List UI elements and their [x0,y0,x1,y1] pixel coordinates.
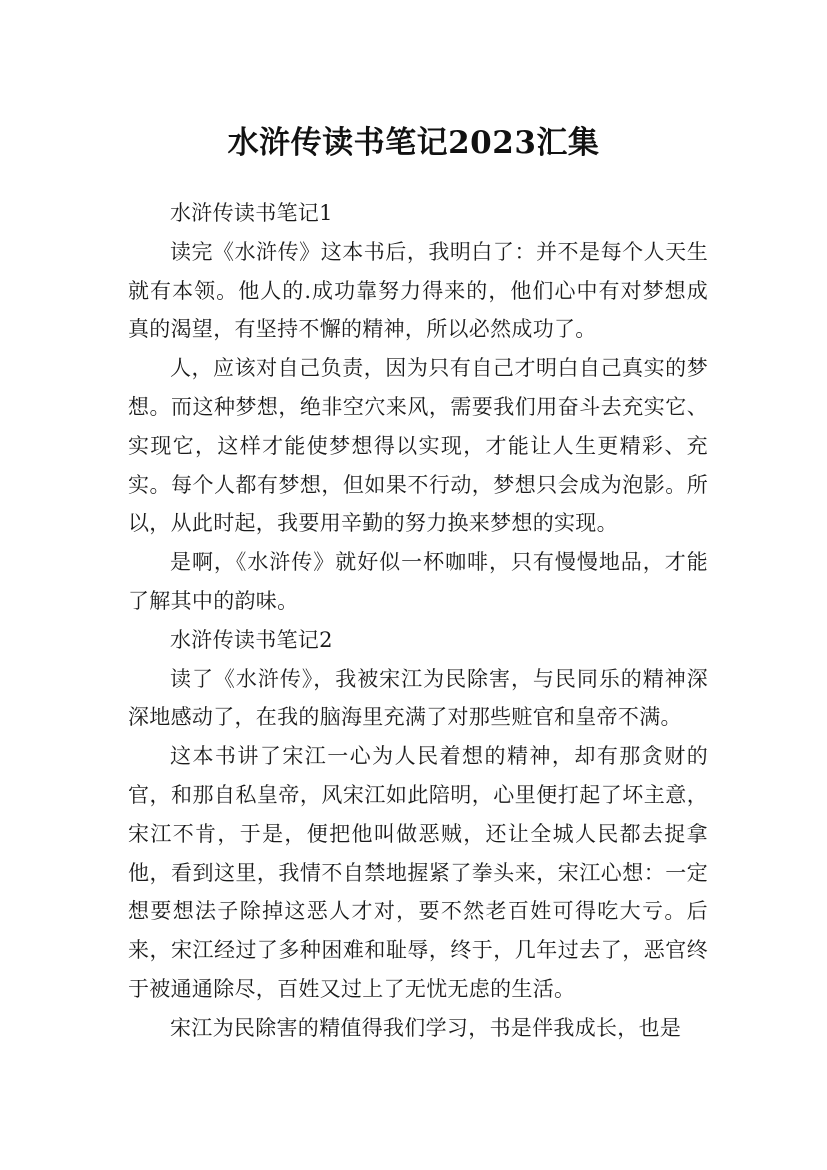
paragraph: 宋江为民除害的精值得我们学习，书是伴我成长，也是 [170,1015,682,1040]
paragraph: 这本书讲了宋江一心为人民着想的精神，却有那贪财的官，和那自私皇帝，风宋江如此陪明，心里便打起了坏主意，宋江不肯，于是，便把他叫做恶贼，还让全城人民都去捉拿他，看到这里，我情不自禁地握紧了拳头来，宋江心想：一定想要想法子除掉这恶人才对，要不然老百姓可得吃大亏。后来，宋江经过了多种困难和耻辱，终于，几年过去了，恶官终于被通通除尽，百姓又过上了无忧无虑的生活。 [128,744,708,1001]
paragraph: 是啊，《水浒传》就好似一杯咖啡，只有慢慢地品，才能了解其中的韵味。 [128,550,708,613]
section-heading-2: 水浒传读书笔记2 [170,627,333,652]
paragraph: 读完《水浒传》这本书后，我明白了：并不是每个人天生就有本领。他人的.成功靠努力得来的，他们心中有对梦想成真的渴望，有坚持不懈的精神，所以必然成功了。 [128,239,708,342]
section-heading-1: 水浒传读书笔记1 [170,201,333,225]
paragraph: 读了《水浒传》，我被宋江为民除害，与民同乐的精神深深地感动了，在我的脑海里充满了对那些赃官和皇帝不满。 [128,666,708,730]
paragraph: 人，应该对自己负责，因为只有自己才明白自己真实的梦想。而这种梦想，绝非空穴来风，需要我们用奋斗去充实它、实现它，这样才能使梦想得以实现，才能让人生更精彩、充实。每个人都有梦想，但如果不行动，梦想只会成为泡影。所以，从此时起，我要用辛勤的努力换来梦想的实现。 [128,356,708,536]
document-title: 水浒传读书笔记2023汇集 [227,124,600,161]
document-body [128,194,708,1048]
